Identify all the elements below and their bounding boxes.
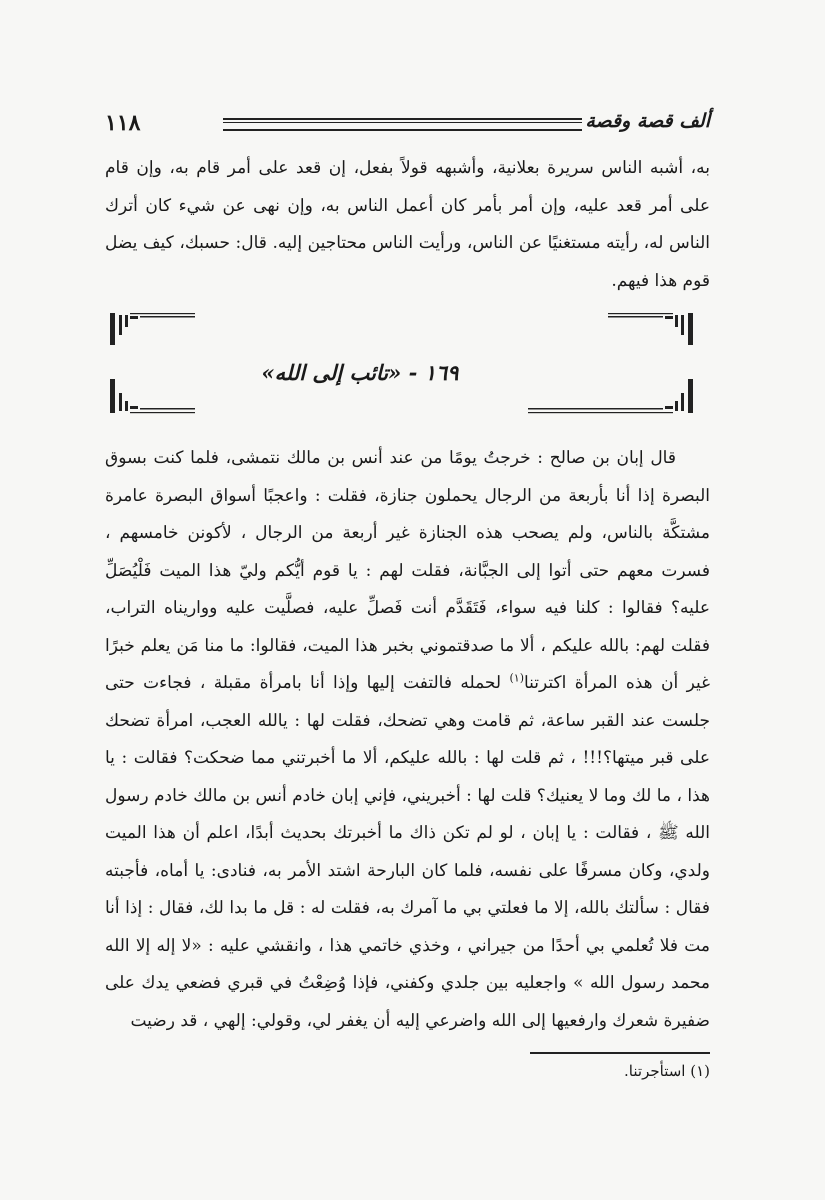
story-text-part-1: قال إبان بن صالح : خرجتُ يومًا من عند أنس بن مالك نتمشى، فلما كنت بسوق البصرة إذا أنا بأربعة من الرجال يحملون جنازة، فقلت : واعجبًا أسواق البصرة عامرة مشتكَّة بالناس، ولم يصحب هذه الجنازة غير أربعة من الرجال ، لأكونن خامسهم ، فسرت معهم حتى أتوا إلى الجبَّانة، فقلت لهم : يا قوم أيُّكم وليّ هذا الميت فَلْيُصَلِّ عليه؟ فقالوا : كلنا فيه سواء، فَتَقَدَّم أنت فَصلِّ عليه، فصلَّيت عليه وواريناه التراب، فقلت لهم: بالله عليكم ، ألا ما صدقتموني بخبر هذا الميت، فقالوا: ما منا مَن يعلم خبرًا غير أن هذه المرأة اكترتنا [105,448,711,693]
story-paragraph [105,440,710,1040]
ornament-top-right [600,311,695,347]
ornament-bottom-right [520,375,695,415]
book-title: ألف قصة وقصة [585,110,710,132]
header-rule [223,118,582,131]
chapter-title: ١٦٩ - «تائب إلى الله» [261,360,459,385]
story-text-part-2: لحمله فالتفت إليها وإذا أنا بامرأة مقبلة ، فجاءت حتى جلست عند القبر ساعة، ثم قامت وهي تضحك، فقلت لها : يالله العجب، امرأة تضحك على قبر ميتها؟!!! ، ثم قلت لها : بالله عليكم، ألا ما أخبرتني مما ضحكت؟ فقالت : يا هذا ، ما لك وما لا يعنيك؟ قلت لها : أخبريني، فإني إبان خادم أنس بن مالك خادم رسول الله ﷺ ، فقالت : يا إبان ، لو لم تكن ذاك ما أخبرتك بحديث أبدًا، اعلم أن هذا الميت ولدي، وكان مسرفًا على نفسه، فلما كان البارحة اشتد الأمر به، فنادى: يا أماه، فأجبته فقال : سألتك بالله، إلا ما فعلتي بي ما آمرك به، فقلت له : قل ما بدا لك، فقال : إذا أنا مت فلا تُعلمي بي أحدًا من جيراني ، وخذي خاتمي هذا ، وانقشي عليه : «لا إله إلا الله محمد رسول الله » واجعليه بين جلدي وكفني، فإذا وُضِعْتُ في قبري فضعي يدك على ضفيرة شعرك وارفعيها إلى الله واضرعي إليه أن يغفر لي، وقولي: إلهي ، قد رضيت [105,673,710,1031]
intro-text: به، أشبه الناس سريرة بعلانية، وأشبهه قولاً بفعل، إن قعد على أمر قام به، وإن قام على أمر قعد عليه، وإن أمر بأمر كان أعمل الناس به، وإن نهى عن شيء كان أترك الناس له، رأيته مستغنيًا عن الناس، ورأيت الناس محتاجين إليه. قال: حسبك، كيف يضل قوم هذا فيهم. [105,158,711,291]
footnote-marker: (١) [509,671,524,685]
story-text [105,440,710,1040]
page-number: ١١٨ [105,110,141,136]
ornament-top-left [108,311,198,347]
running-header [105,110,710,138]
footnote: (١) استأجرتنا. [624,1062,710,1080]
intro-paragraph [105,150,710,300]
footnote-rule [530,1052,710,1054]
ornament-bottom-left [108,375,198,415]
